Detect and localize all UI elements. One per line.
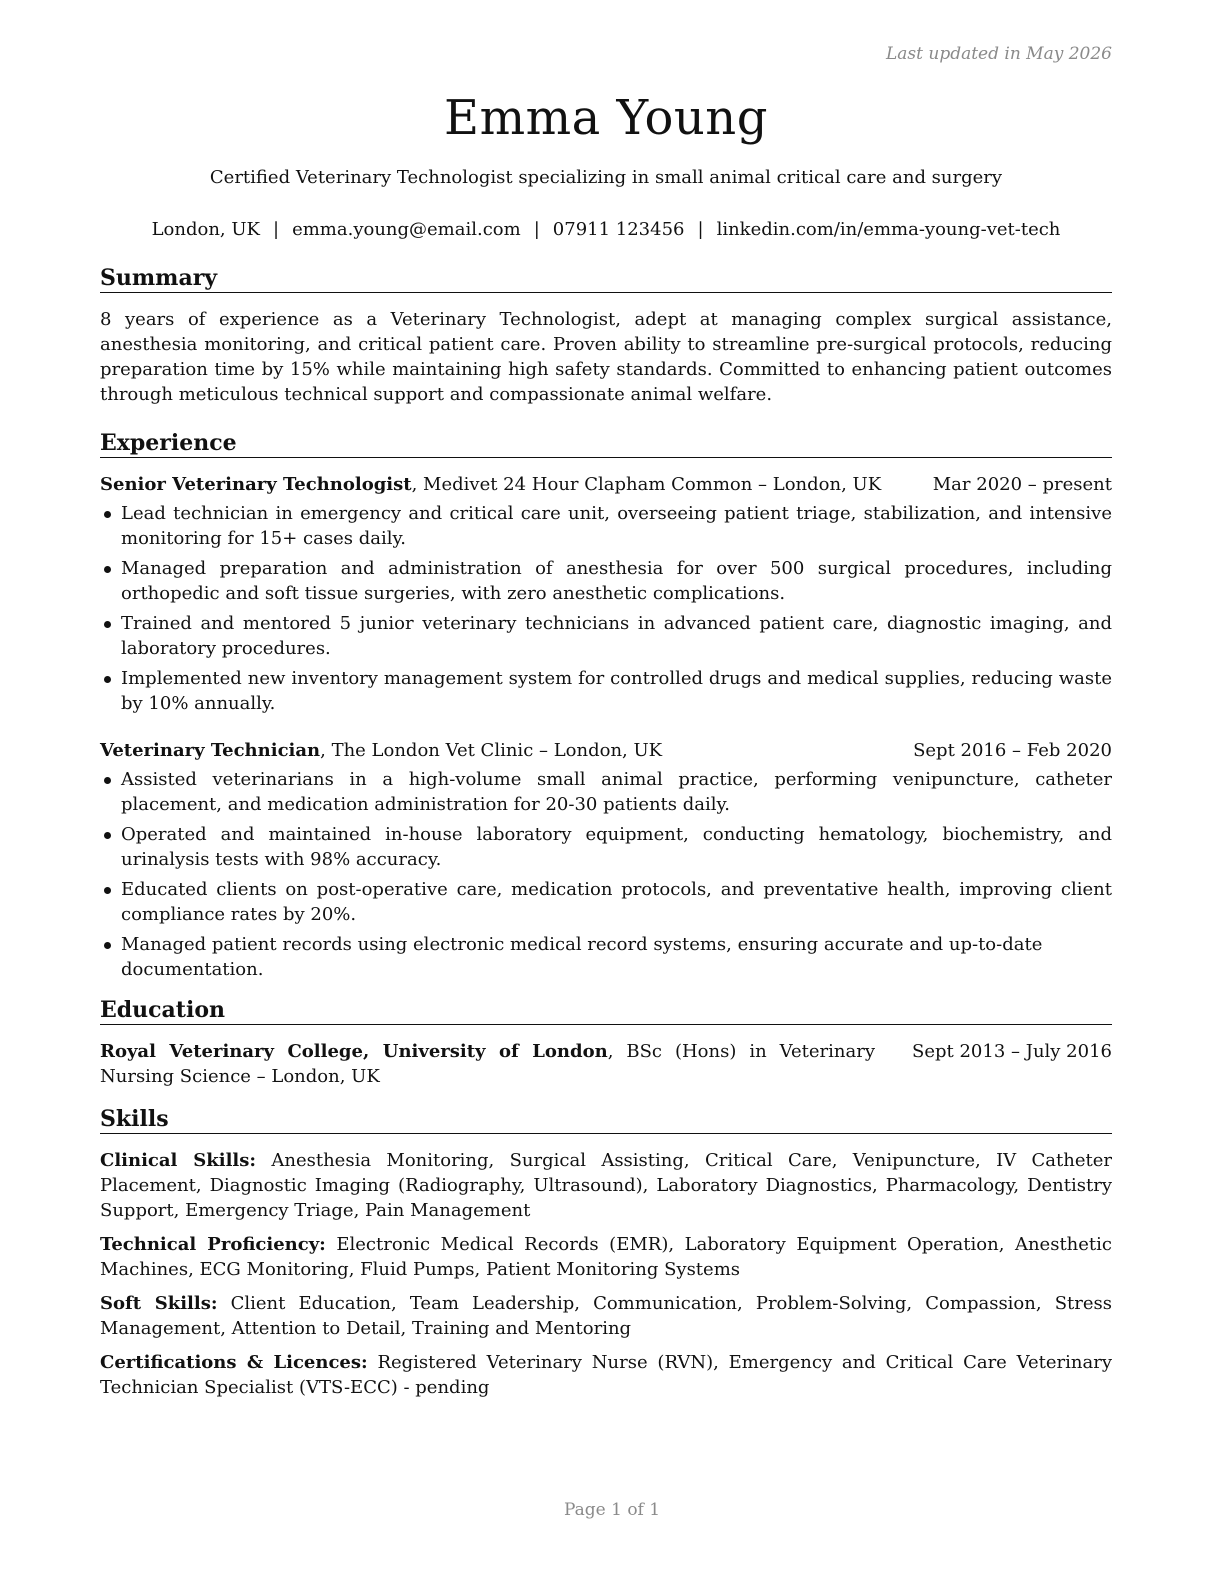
section-title-skills: Skills <box>100 1105 1112 1134</box>
bullet-dot-icon <box>104 887 111 894</box>
job-dates: Mar 2020 – present <box>932 474 1112 495</box>
bullet-item <box>100 932 1112 982</box>
education-entry <box>100 1039 1112 1089</box>
bullet-dot-icon <box>104 621 111 628</box>
skill-list: Registered Veterinary Nurse (RVN), Emergency and Critical Care Veterinary Technician Specialist (VTS-ECC) - pending <box>100 1352 1112 1398</box>
bullet-dot-icon <box>104 777 111 784</box>
contact-line <box>100 218 1112 242</box>
education-institution-line <box>100 1039 875 1089</box>
skill-group-certifications <box>100 1350 1112 1400</box>
bullet-dot-icon <box>104 676 111 683</box>
tagline: Certified Veterinary Technologist specializing in small animal critical care and surgery <box>209 167 1003 188</box>
contact-separator: | <box>697 219 704 240</box>
education-dates: Sept 2013 – July 2016 <box>912 1041 1112 1062</box>
bullet-dot-icon <box>104 942 111 949</box>
bullet-item <box>100 767 1112 817</box>
education-section <box>100 996 1112 1089</box>
bullet-text: Trained and mentored 5 junior veterinary technicians in advanced patient care, diagnostic imaging, and laboratory procedures. <box>121 613 1112 659</box>
bullet-text: Implemented new inventory management system for controlled drugs and medical supplies, reducing waste by 10% annually. <box>121 668 1112 714</box>
skill-group-clinical <box>100 1148 1112 1223</box>
job-header <box>100 472 1112 497</box>
section-title-experience: Experience <box>100 429 1112 458</box>
skill-list: Client Education, Team Leadership, Communication, Problem-Solving, Compassion, Stress Management, Attention to Detail, Training and Mentoring <box>100 1293 1112 1339</box>
summary-text: 8 years of experience as a Veterinary Technologist, adept at managing complex surgical assistance, anesthesia monitoring, and critical patient care. Proven ability to streamline pre-surgical protocols, reducing preparation time by 15% while maintaining high safety standards. Committed to enhancing patient outcomes through meticulous technical support and compassionate animal welfare. <box>100 309 1112 405</box>
skill-label: Soft Skills: <box>100 1293 218 1314</box>
job-dates: Sept 2016 – Feb 2020 <box>913 740 1112 761</box>
bullet-item <box>100 556 1112 606</box>
contact-phone: 07911 123456 <box>552 219 685 240</box>
job-org: , The London Vet Clinic – London, UK <box>320 740 663 761</box>
bullet-item <box>100 611 1112 661</box>
bullet-text: Lead technician in emergency and critical care unit, overseeing patient triage, stabilization, and intensive monitoring for 15+ cases daily. <box>121 503 1112 549</box>
job-bullets <box>100 501 1112 716</box>
skill-label: Clinical Skills: <box>100 1150 257 1171</box>
bullet-item <box>100 877 1112 927</box>
contact-linkedin[interactable]: linkedin.com/in/emma-young-vet-tech <box>716 219 1061 240</box>
job-role: Veterinary Technician <box>100 740 321 761</box>
skill-list: Electronic Medical Records (EMR), Laboratory Equipment Operation, Anesthetic Machines, ECG Monitoring, Fluid Pumps, Patient Monitoring Systems <box>100 1234 1113 1280</box>
skills-section <box>100 1105 1112 1400</box>
bullet-item <box>100 501 1112 551</box>
job-bullets <box>100 767 1112 982</box>
experience-section <box>100 429 1112 982</box>
skill-group-soft <box>100 1291 1112 1341</box>
skill-list: Anesthesia Monitoring, Surgical Assisting, Critical Care, Venipuncture, IV Catheter Placement, Diagnostic Imaging (Radiography, Ultrasound), Laboratory Diagnostics, Pharmacology, Dentistry Support, Emergency Triage, Pain Management <box>100 1150 1112 1221</box>
bullet-dot-icon <box>104 832 111 839</box>
last-updated: Last updated in May 2026 <box>885 44 1112 64</box>
skill-group-technical <box>100 1232 1112 1282</box>
bullet-text: Managed patient records using electronic medical record systems, ensuring accurate and up-to-date documentation. <box>121 934 1043 980</box>
page-number: Page 1 of 1 <box>563 1500 661 1520</box>
job-title-line <box>100 738 662 763</box>
bullet-item <box>100 822 1112 872</box>
bullet-text: Operated and maintained in-house laboratory equipment, conducting hematology, biochemistry, and urinalysis tests with 98% accuracy. <box>121 824 1112 870</box>
bullet-text: Managed preparation and administration of anesthesia for over 500 surgical procedures, including orthopedic and soft tissue surgeries, with zero anesthetic complications. <box>121 558 1112 604</box>
job-role: Senior Veterinary Technologist <box>100 474 412 495</box>
section-title-education: Education <box>100 996 1112 1025</box>
bullet-dot-icon <box>104 511 111 518</box>
contact-separator: | <box>273 219 280 240</box>
contact-location: London, UK <box>151 219 260 240</box>
bullet-item <box>100 666 1112 716</box>
contact-separator: | <box>533 219 540 240</box>
bullet-dot-icon <box>104 566 111 573</box>
education-school: Royal Veterinary College, University of London <box>100 1041 608 1062</box>
candidate-name: Emma Young <box>444 90 768 146</box>
job-header <box>100 738 1112 763</box>
skill-label: Certifications & Licences: <box>100 1352 368 1373</box>
contact-email[interactable]: emma.young@email.com <box>292 219 521 240</box>
summary-section <box>100 264 1112 407</box>
education-degree: , BSc (Hons) in Veterinary Nursing Science – London, UK <box>100 1041 875 1087</box>
bullet-text: Educated clients on post-operative care, medication protocols, and preventative health, improving client compliance rates by 20%. <box>121 879 1112 925</box>
job-org: , Medivet 24 Hour Clapham Common – London, UK <box>411 474 882 495</box>
skill-label: Technical Proficiency: <box>100 1234 326 1255</box>
section-title-summary: Summary <box>100 264 1112 293</box>
bullet-text: Assisted veterinarians in a high-volume small animal practice, performing venipuncture, catheter placement, and medication administration for 20-30 patients daily. <box>121 769 1112 815</box>
job-title-line <box>100 472 881 497</box>
